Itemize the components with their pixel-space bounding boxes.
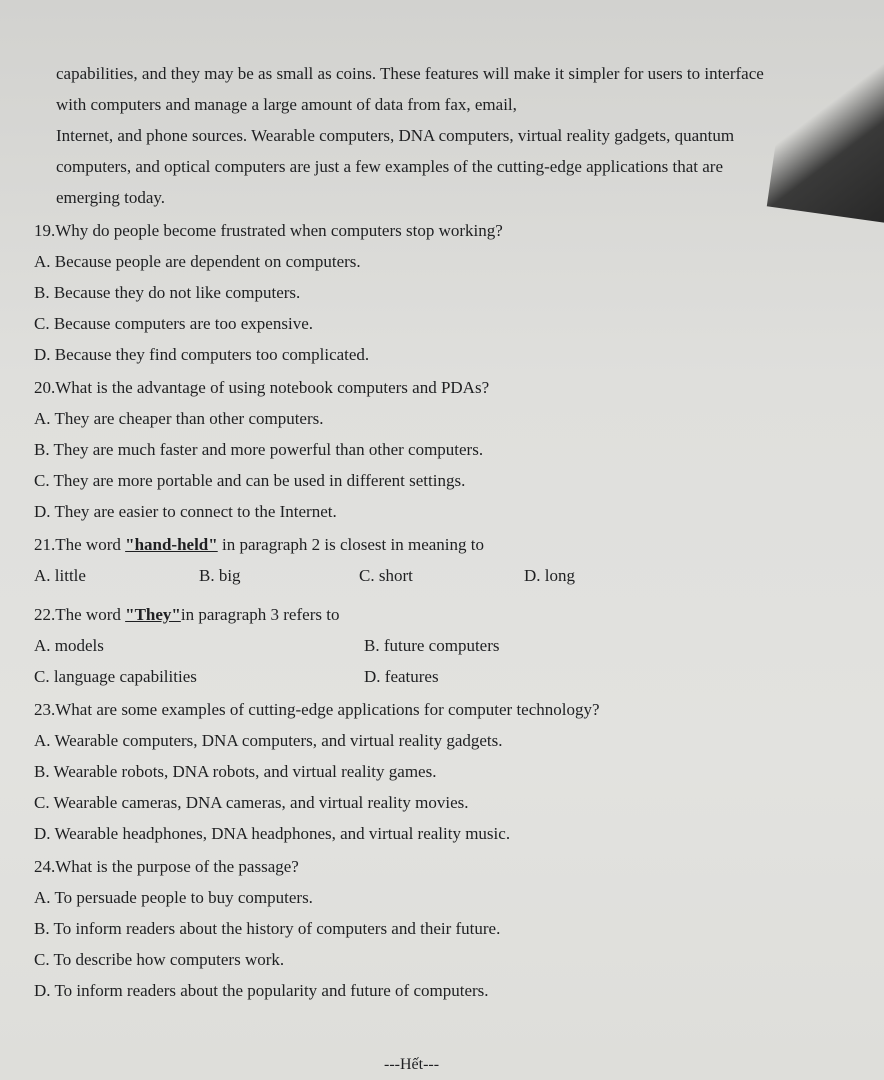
answer-option: A. To persuade people to buy computers.: [34, 888, 313, 907]
answer-option: B. They are much faster and more powerful than other computers.: [34, 440, 484, 459]
answer-option: A. models: [34, 636, 104, 655]
question-stem: 23.What are some examples of cutting-edge applications for computer technology?: [34, 700, 600, 719]
answer-option: A. They are cheaper than other computers.: [34, 409, 324, 428]
question-19: [34, 215, 834, 370]
highlighted-word: "hand-held": [125, 535, 218, 554]
options-row: [34, 630, 834, 661]
answer-option: D. Because they find computers too complicated.: [34, 345, 370, 364]
answer-option: B. Because they do not like computers.: [34, 283, 301, 302]
end-of-exam-mark: ---Hết---: [384, 1056, 440, 1073]
question-23: [34, 694, 834, 849]
question-stem: 20.What is the advantage of using notebook computers and PDAs?: [34, 378, 490, 397]
answer-option: B. future computers: [364, 636, 500, 655]
answer-option: C. language capabilities: [34, 667, 197, 686]
answer-option: D. They are easier to connect to the Internet.: [34, 502, 337, 521]
question-stem: 19.Why do people become frustrated when computers stop working?: [34, 221, 503, 240]
answer-option: C. Wearable cameras, DNA cameras, and virtual reality movies.: [34, 793, 469, 812]
question-stem: 24.What is the purpose of the passage?: [34, 857, 299, 876]
answer-option: B. To inform readers about the history of computers and their future.: [34, 919, 501, 938]
answer-option: B. big: [199, 566, 241, 585]
stem-text: 21.The word: [34, 535, 126, 554]
answer-option: D. Wearable headphones, DNA headphones, and virtual reality music.: [34, 824, 511, 843]
answer-option: D. features: [364, 667, 439, 686]
stem-text: in paragraph 2 is closest in meaning to: [217, 535, 484, 554]
answer-option: C. They are more portable and can be used in different settings.: [34, 471, 466, 490]
passage-line: capabilities, and they may be as small as coins. These features will make it simpler for users to interface: [56, 64, 764, 83]
answer-option: C. short: [359, 566, 413, 585]
exam-content: [34, 58, 834, 1006]
passage-line: Internet, and phone sources. Wearable computers, DNA computers, virtual reality gadgets, quantum: [56, 126, 735, 145]
answer-option: A. little: [34, 566, 86, 585]
stem-text: in paragraph 3 refers to: [180, 605, 340, 624]
question-stem: [34, 529, 834, 560]
passage-tail: [34, 58, 834, 213]
answer-option: C. Because computers are too expensive.: [34, 314, 313, 333]
answer-option: A. Wearable computers, DNA computers, and virtual reality gadgets.: [34, 731, 503, 750]
options-row: [34, 560, 834, 591]
passage-line: computers, and optical computers are just a few examples of the cutting-edge applications that are: [56, 157, 724, 176]
stem-text: 22.The word: [34, 605, 126, 624]
question-24: [34, 851, 834, 1006]
answer-option: B. Wearable robots, DNA robots, and virtual reality games.: [34, 762, 437, 781]
options-row: [34, 661, 834, 692]
question-stem: [34, 599, 834, 630]
highlighted-word: "They": [125, 605, 181, 624]
answer-option: A. Because people are dependent on computers.: [34, 252, 361, 271]
question-22: [34, 599, 834, 692]
question-20: [34, 372, 834, 527]
answer-option: C. To describe how computers work.: [34, 950, 285, 969]
question-21: [34, 529, 834, 591]
passage-line: with computers and manage a large amount of data from fax, email,: [56, 95, 517, 114]
passage-line: emerging today.: [56, 188, 166, 207]
answer-option: D. long: [524, 566, 575, 585]
answer-option: D. To inform readers about the popularity and future of computers.: [34, 981, 489, 1000]
